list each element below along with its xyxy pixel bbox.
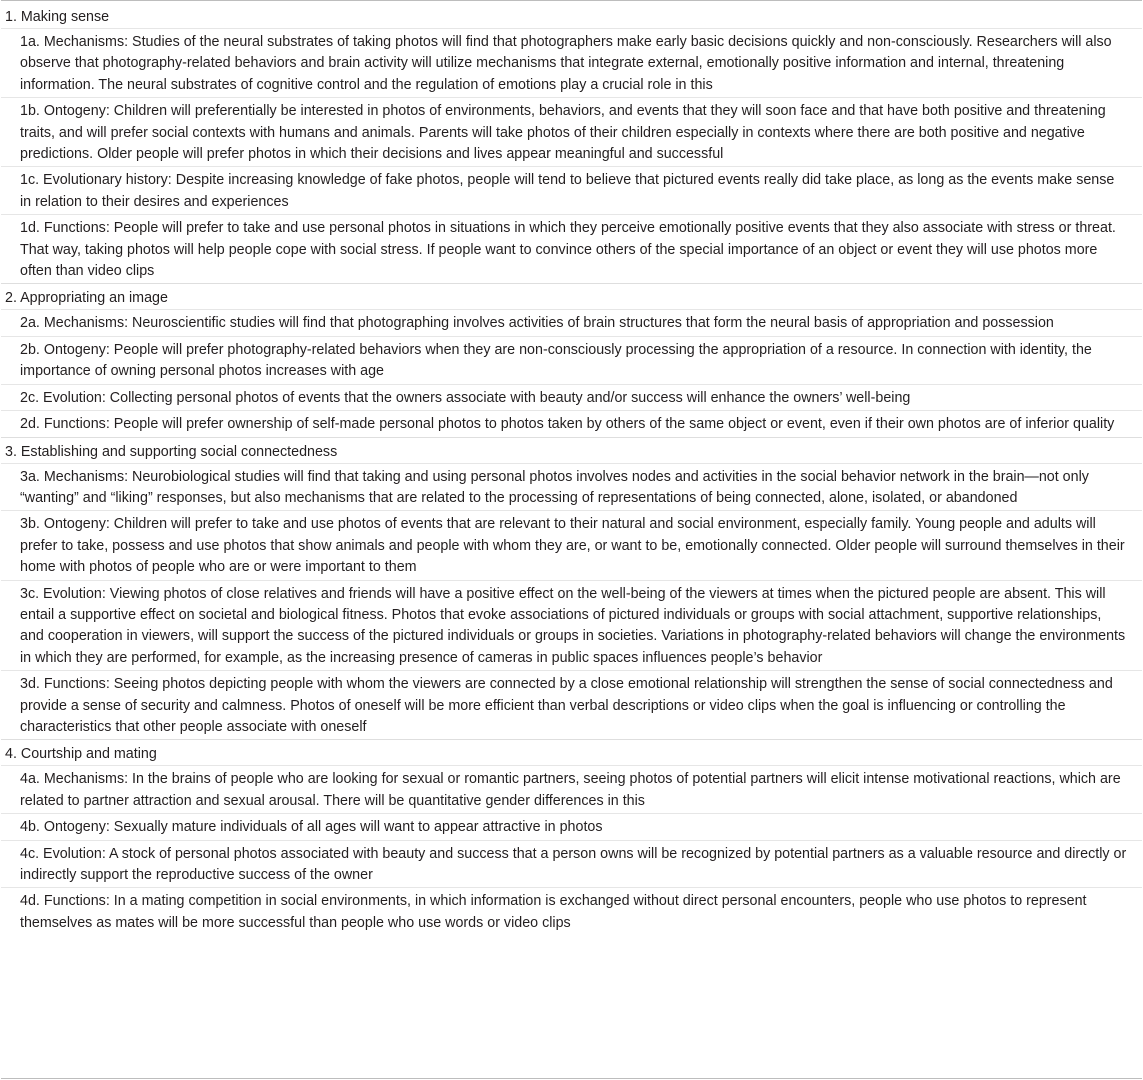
section-heading-making-sense: 1. Making sense — [5, 9, 110, 25]
section-heading-appropriating-an-image: 2. Appropriating an image — [1, 283, 1142, 309]
entry-2b: 2b. Ontogeny: People will prefer photography-related behaviors when they are non-consciously processing the appropriation of a resource. In connection with identity, the importance of owning personal photos increases with age — [1, 336, 1142, 384]
entry-3c: 3c. Evolution: Viewing photos of close relatives and friends will have a positive effect on the well-being of the viewers at times when the pictured people are absent. This will entail a supportive effect on societal and biological fitness. Photos that evoke associations of pictured individuals or groups with social attachment, supportive relationships, and cooperation in viewers, will support the success of the pictured individuals or groups in societies. Variations in photography-related behaviors will change the environments in which they are performed, for example, as the increasing presence of cameras in public spaces influences people’s behavior — [1, 580, 1142, 671]
entry-1b: 1b. Ontogeny: Children will preferentially be interested in photos of environments, behaviors, and events that they will soon face and that have both positive and threatening traits, and will prefer social contexts with humans and animals. Parents will take photos of their children especially in contexts where there are both positive and negative predictions. Older people will prefer photos in which their decisions and lives appear meaningful and successful — [1, 97, 1142, 166]
entry-2d: 2d. Functions: People will prefer ownership of self-made personal photos to photos taken by others of the same object or event, even if their own photos are of inferior quality — [1, 410, 1142, 436]
entry-1c: 1c. Evolutionary history: Despite increasing knowledge of fake photos, people will tend to believe that pictured events really did take place, as long as the events make sense in relation to their desires and experiences — [1, 166, 1142, 214]
hypotheses-table — [1, 0, 1142, 1079]
entry-4d: 4d. Functions: In a mating competition in social environments, in which information is exchanged without direct personal encounters, people who use photos to represent themselves as mates will be more successful than people who use words or video clips — [1, 887, 1142, 935]
section-heading-social-connectedness: 3. Establishing and supporting social connectedness — [1, 437, 1142, 463]
section-heading-courtship-and-mating: 4. Courtship and mating — [1, 739, 1142, 765]
entry-1d: 1d. Functions: People will prefer to take and use personal photos in situations in which they perceive emotionally positive events that they also associate with stress or threat. That way, taking photos will help people cope with social stress. If people want to convince others of the special importance of an object or event they will use photos more often than video clips — [1, 214, 1142, 283]
entry-2c: 2c. Evolution: Collecting personal photos of events that the owners associate with beauty and/or success will enhance the owners’ well-being — [1, 384, 1142, 410]
entry-1a: 1a. Mechanisms: Studies of the neural substrates of taking photos will find that photographers make early basic decisions quickly and non-consciously. Researchers will also observe that photography-related behaviors and brain activity will utilize mechanisms that integrate external, emotionally positive information and internal, threatening information. The neural substrates of cognitive control and the regulation of emotions play a crucial role in this — [1, 28, 1142, 97]
entry-4b: 4b. Ontogeny: Sexually mature individuals of all ages will want to appear attractive in photos — [1, 813, 1142, 839]
entry-3a: 3a. Mechanisms: Neurobiological studies will find that taking and using personal photos involves nodes and activities in the social behavior network in the brain—not only “wanting” and “liking” responses, but also mechanisms that are related to the processing of representations of being connected, alone, isolated, or abandoned — [1, 463, 1142, 511]
entry-3d: 3d. Functions: Seeing photos depicting people with whom the viewers are connected by a close emotional relationship will strengthen the sense of social connectedness and provide a sense of security and calmness. Photos of oneself will be more efficient than verbal descriptions or video clips when the goal is influencing or controlling the characteristics that other people associate with oneself — [1, 670, 1142, 739]
entry-3b: 3b. Ontogeny: Children will prefer to take and use photos of events that are relevant to their natural and social environment, especially family. Young people and adults will prefer to take, possess and use photos that show animals and people with whom they are, or want to be, emotionally connected. Older people will surround themselves in their home with photos of people who are or were important to them — [1, 510, 1142, 579]
entry-4a: 4a. Mechanisms: In the brains of people who are looking for sexual or romantic partners, seeing photos of potential partners will elicit intense motivational reactions, which are related to partner attraction and sexual arousal. There will be quantitative gender differences in this — [1, 765, 1142, 813]
entry-4c: 4c. Evolution: A stock of personal photos associated with beauty and success that a person owns will be recognized by potential partners as a valuable resource and directly or indirectly support the reproductive success of the owner — [1, 840, 1142, 888]
entry-2a: 2a. Mechanisms: Neuroscientific studies will find that photographing involves activities of brain structures that form the neural basis of appropriation and possession — [1, 309, 1142, 335]
